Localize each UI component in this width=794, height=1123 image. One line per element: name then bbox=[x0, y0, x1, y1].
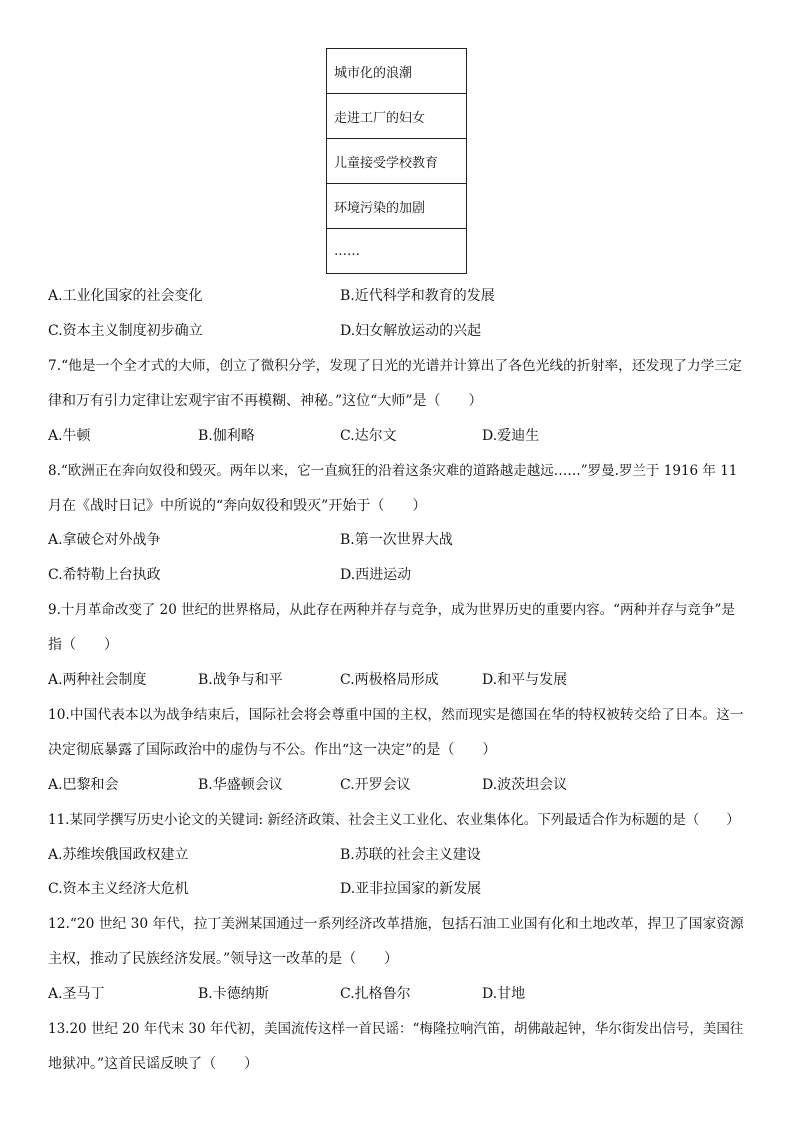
q7-option-c: C.达尔文 bbox=[340, 428, 397, 444]
table-cell: …… bbox=[327, 229, 467, 274]
q12-option-a: A.圣马丁 bbox=[48, 986, 105, 1002]
q8-option-a: A.拿破仑对外战争 bbox=[48, 532, 161, 548]
table-row bbox=[327, 94, 467, 139]
q6-option-d: D.妇女解放运动的兴起 bbox=[340, 323, 482, 339]
q8-option-c: C.希特勒上台执政 bbox=[48, 567, 161, 583]
q8-stem-line-1: 8.“欧洲正在奔向奴役和毁灭。两年以来，它一直疯狂的沿着这条灾难的道路越走越远……”罗曼.罗兰于 1916 年 11 bbox=[48, 463, 738, 479]
q10-stem-line-2: 决定彻底暴露了国际政治中的虚伪与不公。作出“这一决定”的是（ ） bbox=[48, 742, 497, 758]
table-cell: 环境污染的加剧 bbox=[327, 184, 467, 229]
q10-option-a: A.巴黎和会 bbox=[48, 777, 119, 793]
q6-option-c: C.资本主义制度初步确立 bbox=[48, 323, 203, 339]
q10-stem-line-1: 10.中国代表本以为战争结束后，国际社会将会尊重中国的主权，然而现实是德国在华的特权被转交给了日本。这一 bbox=[48, 707, 744, 723]
q13-stem-line-2: 地狱冲。”这首民谣反映了（ ） bbox=[48, 1056, 259, 1072]
table-cell: 城市化的浪潮 bbox=[327, 49, 467, 94]
q6-option-a: A.工业化国家的社会变化 bbox=[48, 288, 203, 304]
q11-option-b: B.苏联的社会主义建设 bbox=[340, 847, 481, 863]
q10-option-c: C.开罗会议 bbox=[340, 777, 411, 793]
q7-stem-line-2: 律和万有引力定律让宏观宇宙不再模糊、神秘。”这位“大师”是（ ） bbox=[48, 393, 483, 409]
content-table bbox=[326, 48, 467, 274]
q9-option-d: D.和平与发展 bbox=[482, 672, 568, 688]
table-row bbox=[327, 49, 467, 94]
q9-option-c: C.两极格局形成 bbox=[340, 672, 439, 688]
q11-stem-line-1: 11.某同学撰写历史小论文的关键词: 新经济政策、社会主义工业化、农业集体化。下列最适合作为标题的是（ ） bbox=[48, 812, 740, 828]
table-row bbox=[327, 139, 467, 184]
q9-stem-line-1: 9.十月革命改变了 20 世纪的世界格局，从此存在两种并存与竞争，成为世界历史的重要内容。“两种并存与竞争”是 bbox=[48, 602, 735, 618]
table-cell: 走进工厂的妇女 bbox=[327, 94, 467, 139]
q9-option-b: B.战争与和平 bbox=[198, 672, 283, 688]
q8-stem-line-2: 月在《战时日记》中所说的“奔向奴役和毁灭”开始于（ ） bbox=[48, 498, 427, 514]
q12-option-b: B.卡德纳斯 bbox=[198, 986, 269, 1002]
q9-option-a: A.两种社会制度 bbox=[48, 672, 147, 688]
q8-option-b: B.第一次世界大战 bbox=[340, 532, 453, 548]
q12-option-d: D.甘地 bbox=[482, 986, 526, 1002]
q12-option-c: C.扎格鲁尔 bbox=[340, 986, 411, 1002]
table-row bbox=[327, 229, 467, 274]
q10-option-d: D.波茨坦会议 bbox=[482, 777, 568, 793]
q7-option-a: A.牛顿 bbox=[48, 428, 91, 444]
q9-stem-line-2: 指（ ） bbox=[48, 637, 118, 653]
q11-option-a: A.苏维埃俄国政权建立 bbox=[48, 847, 189, 863]
q10-option-b: B.华盛顿会议 bbox=[198, 777, 283, 793]
q11-option-c: C.资本主义经济大危机 bbox=[48, 881, 189, 897]
q7-stem-line-1: 7.“他是一个全才式的大师，创立了微积分学，发现了日光的光谱并计算出了各色光线的折射率，还发现了力学三定 bbox=[48, 358, 742, 374]
q13-stem-line-1: 13.20 世纪 20 年代末 30 年代初，美国流传这样一首民谣：“梅隆拉响汽笛，胡佛敲起钟，华尔街发出信号，美国往 bbox=[48, 1021, 744, 1037]
table-cell: 儿童接受学校教育 bbox=[327, 139, 467, 184]
q12-stem-line-2: 主权，推动了民族经济发展。”领导这一改革的是（ ） bbox=[48, 951, 399, 967]
q7-option-d: D.爱迪生 bbox=[482, 428, 540, 444]
q12-stem-line-1: 12.“20 世纪 30 年代，拉丁美洲某国通过一系列经济改革措施，包括石油工业国有化和土地改革，捍卫了国家资源 bbox=[48, 916, 744, 932]
table-row bbox=[327, 184, 467, 229]
q11-option-d: D.亚非拉国家的新发展 bbox=[340, 881, 482, 897]
q6-option-b: B.近代科学和教育的发展 bbox=[340, 288, 495, 304]
q8-option-d: D.西进运动 bbox=[340, 567, 412, 583]
q7-option-b: B.伽利略 bbox=[198, 428, 255, 444]
